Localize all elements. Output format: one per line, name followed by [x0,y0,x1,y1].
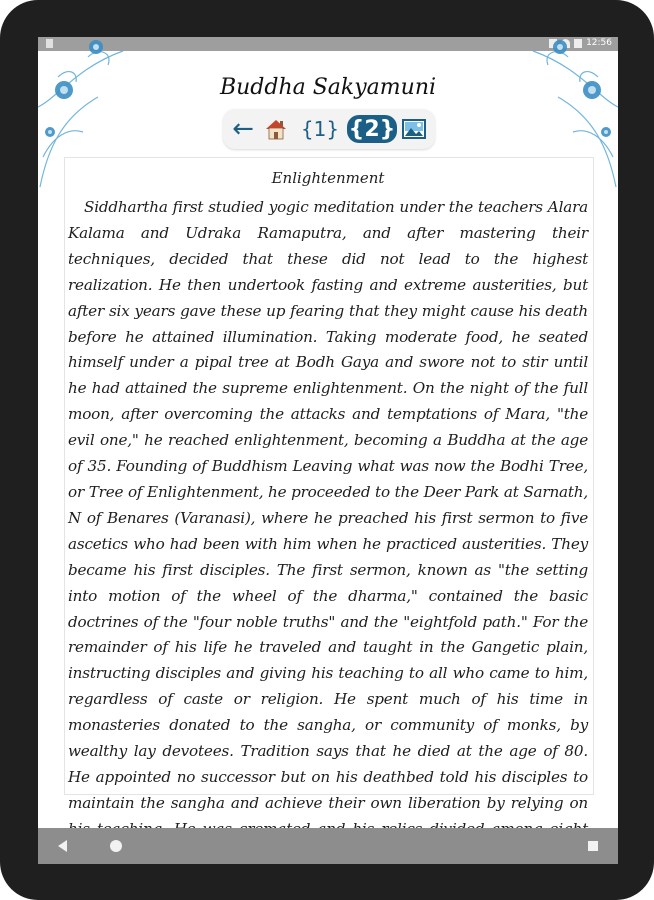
square-recents-icon[interactable] [588,841,598,851]
article-body-text: Siddhartha first studied yogic meditation under the teachers Alara Kalama and Udraka Ramaputra, and after mastering their techniques, decided that these did not lead to the highest realization. He then undertook fasting and extreme austerities, but after six years gave these up fearing that they might cause his death before he attained illumination. Taking moderate food, he seated himself under a pipal tree at Bodh Gaya and swore not to stir until he had attained the supreme enlightenment. On the night of the full moon, after overcoming the attacks and temptations of Mara, "the evil one," he reached enlightenment, becoming a Buddha at the age of 35. Founding of Buddhism Leaving what was now the Bodhi Tree, or Tree of Enlightenment, he proceeded to the Deer Park at Sarnath, N of Benares (Varanasi), where he preached his first sermon to five ascetics who had been with him when he practiced austerities. They became his first disciples. The first sermon, known as "the setting into motion of the wheel of the dharma," contained the basic doctrines of the "four noble truths" and the "eightfold path." For the remainder of his life he traveled and taught in the Gangetic plain, instructing disciples and giving his teaching to all who came to him, regardless of caste or religion. He spent much of his time in monasteries donated to the sangha, or community of monks, by wealthy lay devotees. Tradition says that he died at the age of 80. He appointed no successor but on his deathbed told his disciples to maintain the sangha and achieve their own liberation by relying on [68,198,588,812]
page-navigation-bar [223,109,435,149]
house-icon [264,118,288,140]
circle-home-icon[interactable] [110,840,122,852]
section-title: Enlightenment [271,169,385,187]
image-icon [402,119,426,139]
arrow-left-icon: ← [232,114,254,144]
page-2-button-active[interactable]: {2} [348,116,396,142]
system-navigation-bar [38,828,618,864]
home-button[interactable] [263,115,289,143]
page-1-button[interactable]: {1} [300,117,340,141]
back-arrow-button[interactable] [229,115,257,143]
screen [38,37,618,864]
status-time: 12:56 [586,38,612,48]
page-title: Buddha Sakyamuni [219,75,437,100]
gallery-button[interactable] [401,115,427,143]
triangle-back-icon[interactable] [58,840,67,852]
